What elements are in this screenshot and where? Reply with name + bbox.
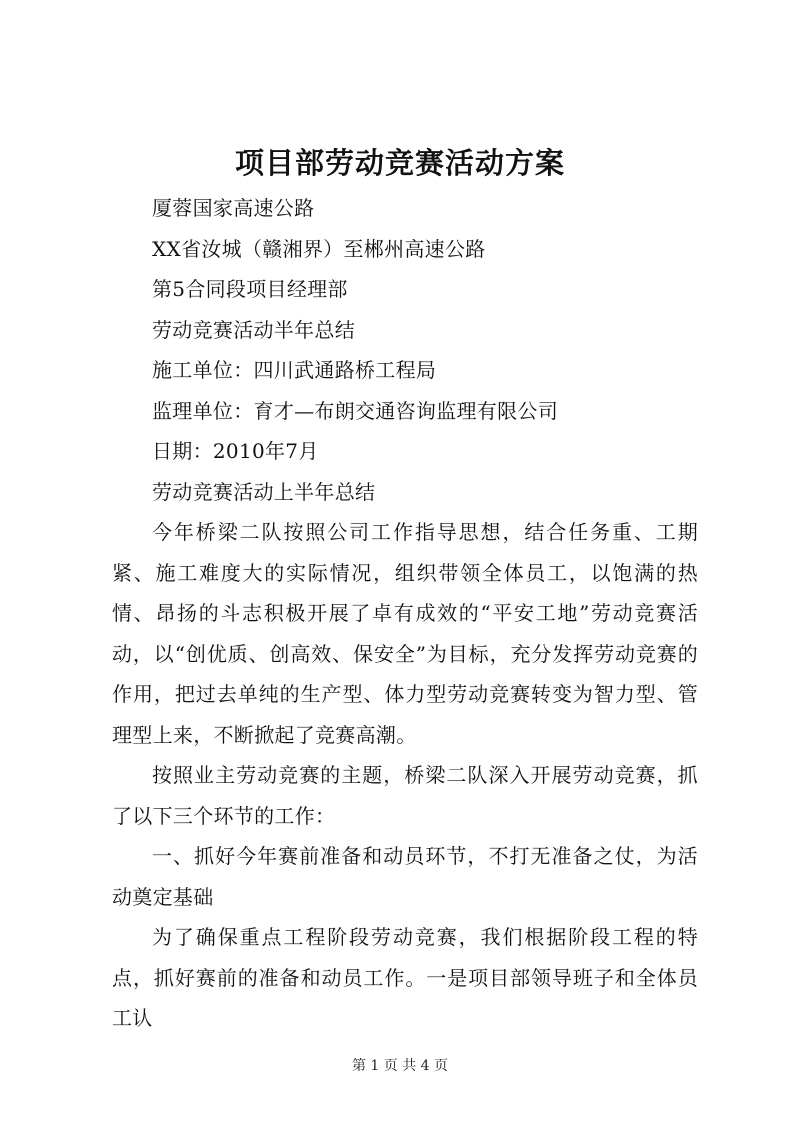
paragraph-3: 第5合同段项目经理部 [152, 277, 348, 301]
paragraph-7: 日期：2010年7月 [152, 439, 319, 463]
paragraph-12: 为了确保重点工程阶段劳动竞赛，我们根据阶段工程的特点，抓好赛前的准备和动员工作。一是项目部领导班子和全体员工认 [112, 925, 698, 1030]
paragraph-6: 监理单位：育才—布朗交通咨询监理有限公司 [152, 398, 558, 423]
paragraph-4: 劳动竞赛活动半年总结 [152, 317, 355, 342]
page-footer [0, 1056, 800, 1076]
paragraph-11: 一、抓好今年赛前准备和动员环节，不打无准备之仗，为活动奠定基础 [112, 844, 698, 909]
document-body [112, 188, 698, 1039]
page-number: 第 1 页 共 4 页 [351, 1058, 449, 1074]
paragraph-5: 施工单位：四川武通路桥工程局 [152, 358, 437, 382]
paragraph-9: 今年桥梁二队按照公司工作指导思想，结合任务重、工期紧、施工难度大的实际情况，组织带领全体员工，以饱满的热情、昂扬的斗志积极开展了卓有成效的“平安工地”劳动竞赛活动，以“创优质、创高效、保安全”为目标，充分发挥劳动竞赛的作用，把过去单纯的生产型、体力型劳动竞赛转变为智力型、管理型上来，不断掀起了竞赛高潮。 [112, 520, 698, 747]
document-title: 项目部劳动竞赛活动方案 [234, 146, 565, 180]
paragraph-10: 按照业主劳动竞赛的主题，桥梁二队深入开展劳动竞赛，抓了以下三个环节的工作： [112, 763, 698, 828]
paragraph-8: 劳动竞赛活动上半年总结 [152, 479, 376, 504]
paragraph-2: XX省汝城（赣湘界）至郴州高速公路 [152, 236, 486, 261]
paragraph-1: 厦蓉国家高速公路 [152, 196, 315, 220]
